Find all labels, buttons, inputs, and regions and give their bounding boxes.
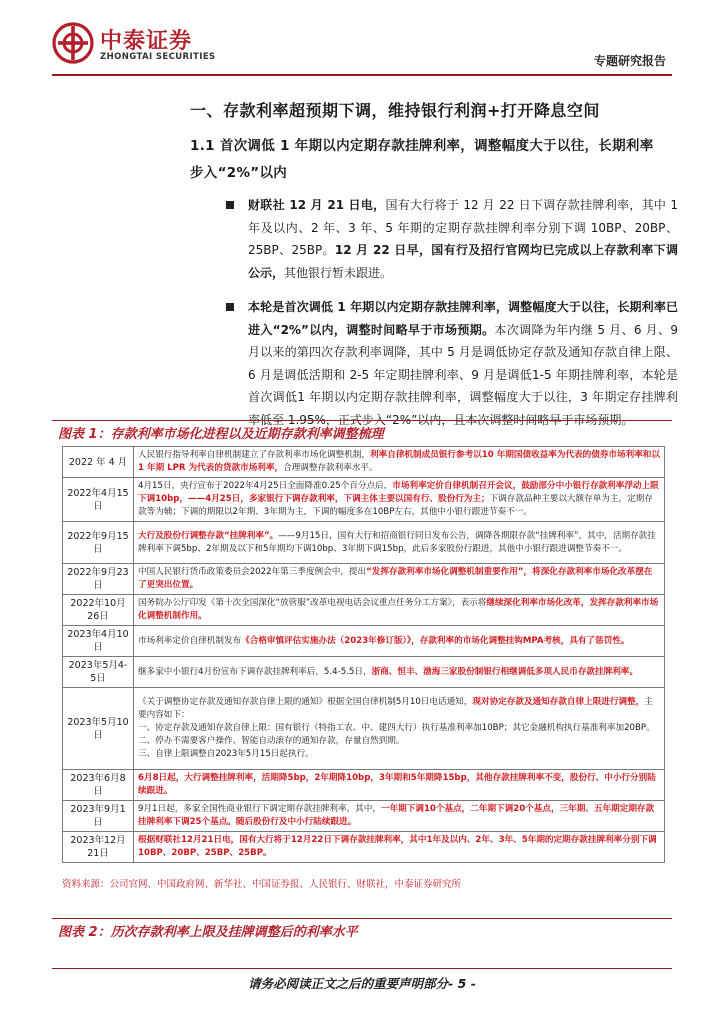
figure2-title-bar [52,918,672,941]
plain-text: 主要内容如下： 一、协定存款及通知存款自律上限：国有银行（特指工农、中、建四大行）执行基准利率加10BP；其它金融机构执行基准利率加20BP。 二、停办不需要客户操作、智能自动滚存的通知存款，存量自然到期。 三、自律上限调整自2023年5月15日起执行。 [138,697,655,759]
row-description [134,564,665,595]
row-date: 2023年5月4-5日 [63,657,134,688]
bullet-list [248,194,678,443]
table-row [63,478,665,522]
table-row [63,595,665,626]
row-description [134,595,665,626]
policy-timeline-table [62,446,665,863]
row-date: 2022年10月26日 [63,595,134,626]
row-date: 2023年6月8日 [63,770,134,801]
figure1-title-bar [52,420,672,443]
row-description [134,832,665,863]
highlight-text: 浙商、恒丰、渤海三家股份制银行相继调低多项人民币存款挂牌利率。 [371,666,638,677]
row-description [134,688,665,770]
company-logo [52,22,242,68]
figure1-source: 资料来源：公司官网、中国政府网、新华社、中国证券报、人民银行、财联社，中泰证券研究所 [62,879,462,890]
plain-text: ——9月15日，国有大行和招商银行同日发布公告，调降各期限存款“挂牌利率”，其中，活期存款挂牌利率下调5bp、2年期及以下和5年期均下调10bp、3年期下调15bp，此后多家股份行跟进，其他中小银行跟进调整节奏不一。 [138,530,656,554]
highlight-text: 大行及股份行调整存款“挂牌利率”。 [138,530,279,541]
figure2-title: 图表 2：历次存款利率上限及挂牌调整后的利率水平 [58,925,358,940]
highlight-text: 市场利率定价自律机制召开会议，鼓励部分中小银行存款利率浮动上限下调10bp，——4月25日，多家银行下调存款利率，下调主体主要以国有行、股份行为主； [138,481,659,504]
bullet-item: 本轮是首次调低 1 年期以内定期存款挂牌利率，调整幅度大于以往，长期利率已进入“2%”以内，调整时间略早于市场预期。本次调降为年内继 5 月、6 月、9 月以来的第四次存款利率调降，其中 5 月是调低协定存款及通知存款自律上限、6 月是调低活期和 2-5 年定期挂牌利率、9 月是调低1-5 年期挂牌利率，本轮是首次调低1 年期以内定期存款挂牌利率，调整幅度大于以往，3 年期定存挂牌利率低至 1.95%，正式步入“2%”以内，且本次调整时间略早于市场预期。 [248,296,678,431]
row-date: 2023年4月10日 [63,626,134,657]
row-date: 2023年12月21日 [63,832,134,863]
subsection-heading: 1.1 首次调低 1 年期以内定期存款挂牌利率，调整幅度大于以往，长期利率步入“2%”以内 [190,138,654,181]
highlight-text: 《合格审慎评估实施办法（2023年修订版）》，存款利率的市场化调整挂钩MPA考核，具有了惩罚性。 [241,635,630,646]
table-row [63,801,665,832]
table-row [63,447,665,478]
bullet-item: 财联社 12 月 21 日电，国有大行将于 12 月 22 日下调存款挂牌利率，其中 1 年及以内、2 年、3 年、5 年期的定期存款挂牌利率分别下调 10BP、20BP、25BP、25BP。12 月 22 日早，国有行及招行官网均已完成以上存款利率下调公示，其他银行暂未跟进。 [248,194,678,284]
plain-text: 《关于调整协定存款及通知存款自律上限的通知》根据全国自律机制5月10日电话通知， [138,697,473,707]
plain-text: 继多家中小银行4月份宣布下调存款挂牌利率后，5.4-5.5日， [138,666,372,677]
table-row [63,626,665,657]
table-row [63,657,665,688]
square-bullet-icon [226,201,234,209]
plain-text: 9月1日起，多家全国性商业银行下调定期存款挂牌利率，其中， [138,804,381,814]
row-description [134,801,665,832]
page-header [0,0,724,80]
plain-text: 市场利率定价自律机制发布 [138,635,242,646]
row-description [134,770,665,801]
row-description [134,478,665,522]
highlight-text: 继续深化利率市场化改革，发挥存款利率市场化调整机制作用。 [138,598,659,621]
plain-text: 合理调整存款利率水平。 [283,463,378,473]
square-bullet-icon [226,303,234,311]
plain-text: 4月15日，央行宣布于2022年4月25日全面降准0.25个百分点后， [138,481,393,491]
footer-divider [52,968,672,969]
report-type-label: 专题研究报告 [593,54,666,68]
highlight-text: 一年期下调10个基点，二年期下调20个基点，三年期、五年期定期存款挂牌利率下调25个基点。随后股份行及中小行陆续跟进。 [138,804,655,827]
table-row [63,688,665,770]
plain-text: 国务院办公厅印发《第十次全国深化“放管服”改革电视电话会议重点任务分工方案》，表示将 [138,598,487,608]
row-description [134,522,665,564]
figure1-title: 图表 1：存款利率市场化进程以及近期存款利率调整梳理 [58,427,384,442]
zhongtai-logo-icon [52,22,94,64]
row-description [134,447,665,478]
row-date: 2023年5月10日 [63,688,134,770]
table-row [63,832,665,863]
row-date: 2022年4月15日 [63,478,134,522]
table-row [63,564,665,595]
logo-chinese-name: 中泰证券 [100,29,193,54]
row-date: 2022年9月15日 [63,522,134,564]
table-row [63,522,665,564]
logo-english-name: ZHONGTAI SECURITIES [100,52,216,62]
plain-text: 下调存款品种主要以大额存单为主，定期存款等为辅；下调的期限以2年期、3年期为主，下调的幅度多在10BP左右，其他中小银行跟进节奏不一。 [138,494,653,517]
row-date: 2022 年 4 月 [63,447,134,478]
highlight-text: 根据财联社12月21日电，国有大行将于12月22日下调存款挂牌利率，其中1年及以内、2年、3年、5年期的定期存款挂牌利率分别下调10BP、20BP、25BP、25BP。 [138,835,657,858]
plain-text: 中国人民银行货币政策委员会2022年第三季度例会中，提出 [138,567,367,577]
highlight-text: 利率自律机制成员银行参考以10 年期国债收益率为代表的债券市场利率和以 1 年期 LPR 为代表的贷款市场利率， [138,450,660,473]
page-footer: 请务必阅读正文之后的重要声明部分- 5 - [248,976,476,991]
plain-text: 人民银行指导利率自律机制建立了存款利率市场化调整机制， [138,450,371,460]
highlight-text: 6月8日起，大行调整挂牌利率，活期降5bp，2年期降10bp，3年期和5年期降15bp，其他存款挂牌利率不变，股份行、中小行分别陆续跟进。 [138,773,656,796]
row-description [134,626,665,657]
row-date: 2022年9月23日 [63,564,134,595]
table-row [63,770,665,801]
highlight-text: “发挥存款利率市场化调整机制重要作用”，将深化存款利率市场化改革摆在了更突出位置。 [138,567,653,590]
row-description [134,657,665,688]
header-divider [52,74,672,76]
row-date: 2023年9月1日 [63,801,134,832]
highlight-text: 现对协定存款及通知存款自律上限进行调整， [472,697,645,707]
section-heading: 一、存款利率超预期下调，维持银行利润+打开降息空间 [190,101,600,120]
